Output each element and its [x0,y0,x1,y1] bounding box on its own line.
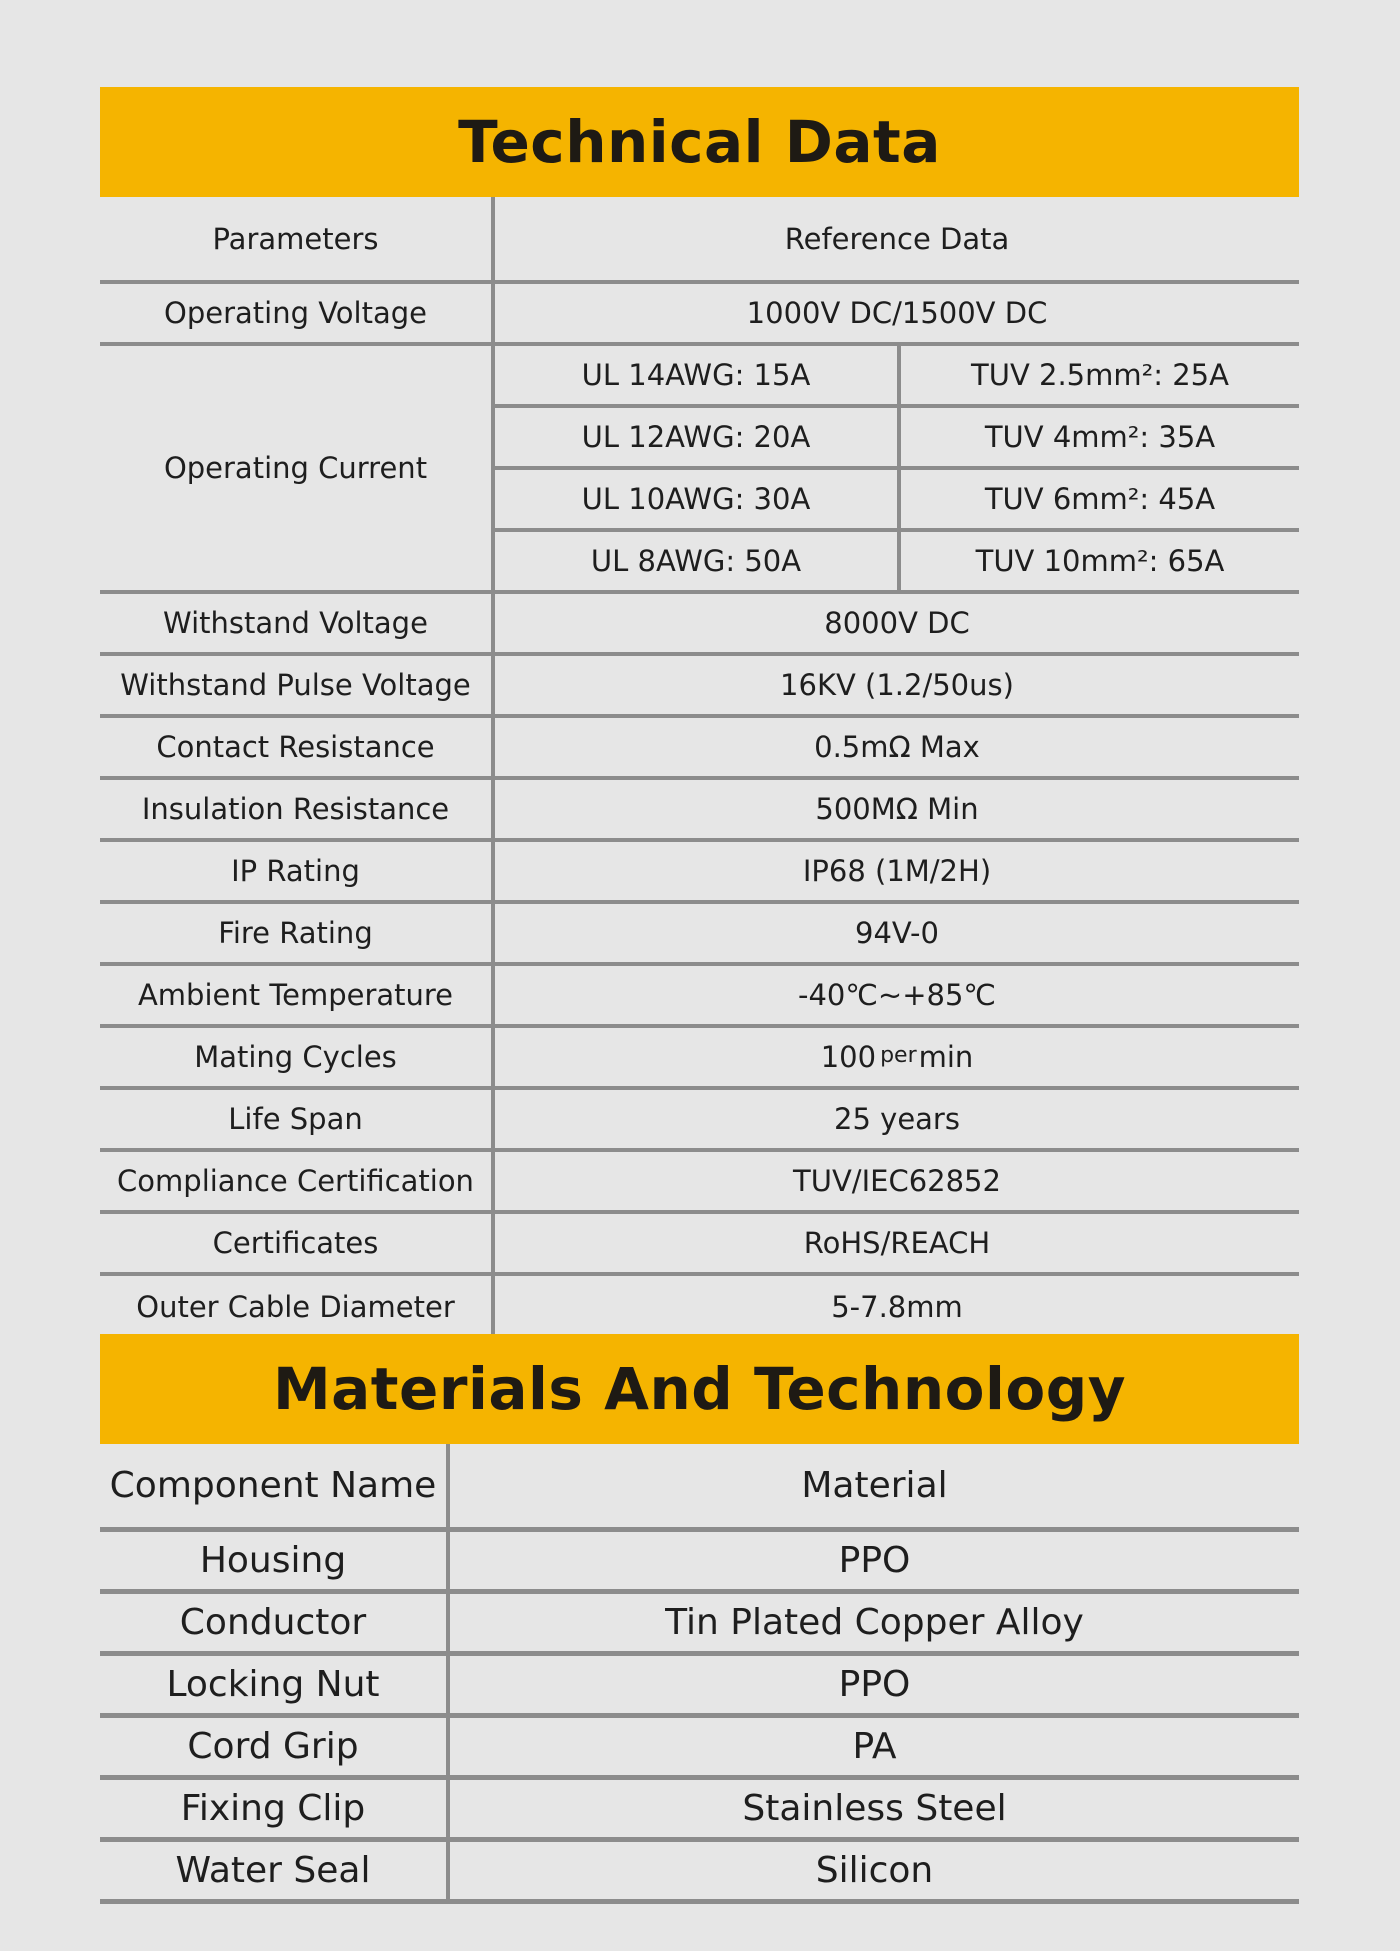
withstand-voltage-label: Withstand Voltage [100,594,495,656]
locking-nut-label: Locking Nut [100,1656,450,1718]
life-span-label: Life Span [100,1090,495,1152]
ip-rating-label: IP Rating [100,842,495,904]
ip-rating-value: IP68 (1M/2H) [495,842,1299,904]
current-ul-10awg: UL 10AWG: 30A [495,470,901,532]
conductor-material: Tin Plated Copper Alloy [450,1594,1299,1656]
water-seal-material: Silicon [450,1842,1299,1904]
current-ul-14awg: UL 14AWG: 15A [495,346,901,408]
technical-data-title: Technical Data [100,87,1299,197]
header-component-name: Component Name [100,1444,450,1532]
ambient-temperature-value: -40℃~+85℃ [495,966,1299,1028]
technical-data-table [100,197,1299,1338]
technical-data-panel [100,87,1299,1338]
certificates-value: RoHS/REACH [495,1214,1299,1276]
fixing-clip-label: Fixing Clip [100,1780,450,1842]
mating-cycles-unit: min [918,1040,974,1074]
outer-cable-diameter-value: 5-7.8mm [831,1290,963,1324]
header-parameters: Parameters [100,197,495,284]
contact-resistance-value: 0.5mΩ Max [495,718,1299,780]
insulation-resistance-label: Insulation Resistance [100,780,495,842]
mating-cycles-count: 100 [820,1040,877,1074]
locking-nut-material: PPO [450,1656,1299,1718]
conductor-label: Conductor [100,1594,450,1656]
housing-label: Housing [100,1532,450,1594]
current-tuv-4mm: TUV 4mm²: 35A [901,408,1299,470]
mating-cycles-label: Mating Cycles [100,1028,495,1090]
current-tuv-10mm: TUV 10mm²: 65A [901,532,1299,594]
materials-panel [100,1334,1299,1904]
operating-voltage-value: 1000V DC/1500V DC [495,284,1299,346]
fixing-clip-material: Stainless Steel [450,1780,1299,1842]
life-span-value: 25 years [495,1090,1299,1152]
compliance-certification-label: Compliance Certification [100,1152,495,1214]
current-tuv-6mm: TUV 6mm²: 45A [901,470,1299,532]
current-ul-12awg: UL 12AWG: 20A [495,408,901,470]
withstand-pulse-voltage-value: 16KV (1.2/50us) [495,656,1299,718]
water-seal-label: Water Seal [100,1842,450,1904]
operating-current-label: Operating Current [100,346,495,594]
header-material: Material [450,1444,1299,1532]
insulation-resistance-value: 500MΩ Min [495,780,1299,842]
fire-rating-value: 94V-0 [495,904,1299,966]
outer-cable-diameter-label: Outer Cable Diameter [100,1276,495,1338]
fire-rating-label: Fire Rating [100,904,495,966]
cord-grip-label: Cord Grip [100,1718,450,1780]
cord-grip-material: PA [450,1718,1299,1780]
compliance-certification-value: TUV/IEC62852 [495,1152,1299,1214]
header-reference-data: Reference Data [495,197,1299,284]
materials-table [100,1444,1299,1904]
contact-resistance-label: Contact Resistance [100,718,495,780]
certificates-label: Certificates [100,1214,495,1276]
housing-material: PPO [450,1532,1299,1594]
withstand-pulse-voltage-label: Withstand Pulse Voltage [100,656,495,718]
current-tuv-2-5mm: TUV 2.5mm²: 25A [901,346,1299,408]
operating-voltage-label: Operating Voltage [100,284,495,346]
mating-cycles-value [495,1028,1299,1090]
ambient-temperature-label: Ambient Temperature [100,966,495,1028]
mating-cycles-per: per [880,1042,917,1068]
current-ul-8awg: UL 8AWG: 50A [495,532,901,594]
materials-title: Materials And Technology [100,1334,1299,1444]
withstand-voltage-value: 8000V DC [495,594,1299,656]
